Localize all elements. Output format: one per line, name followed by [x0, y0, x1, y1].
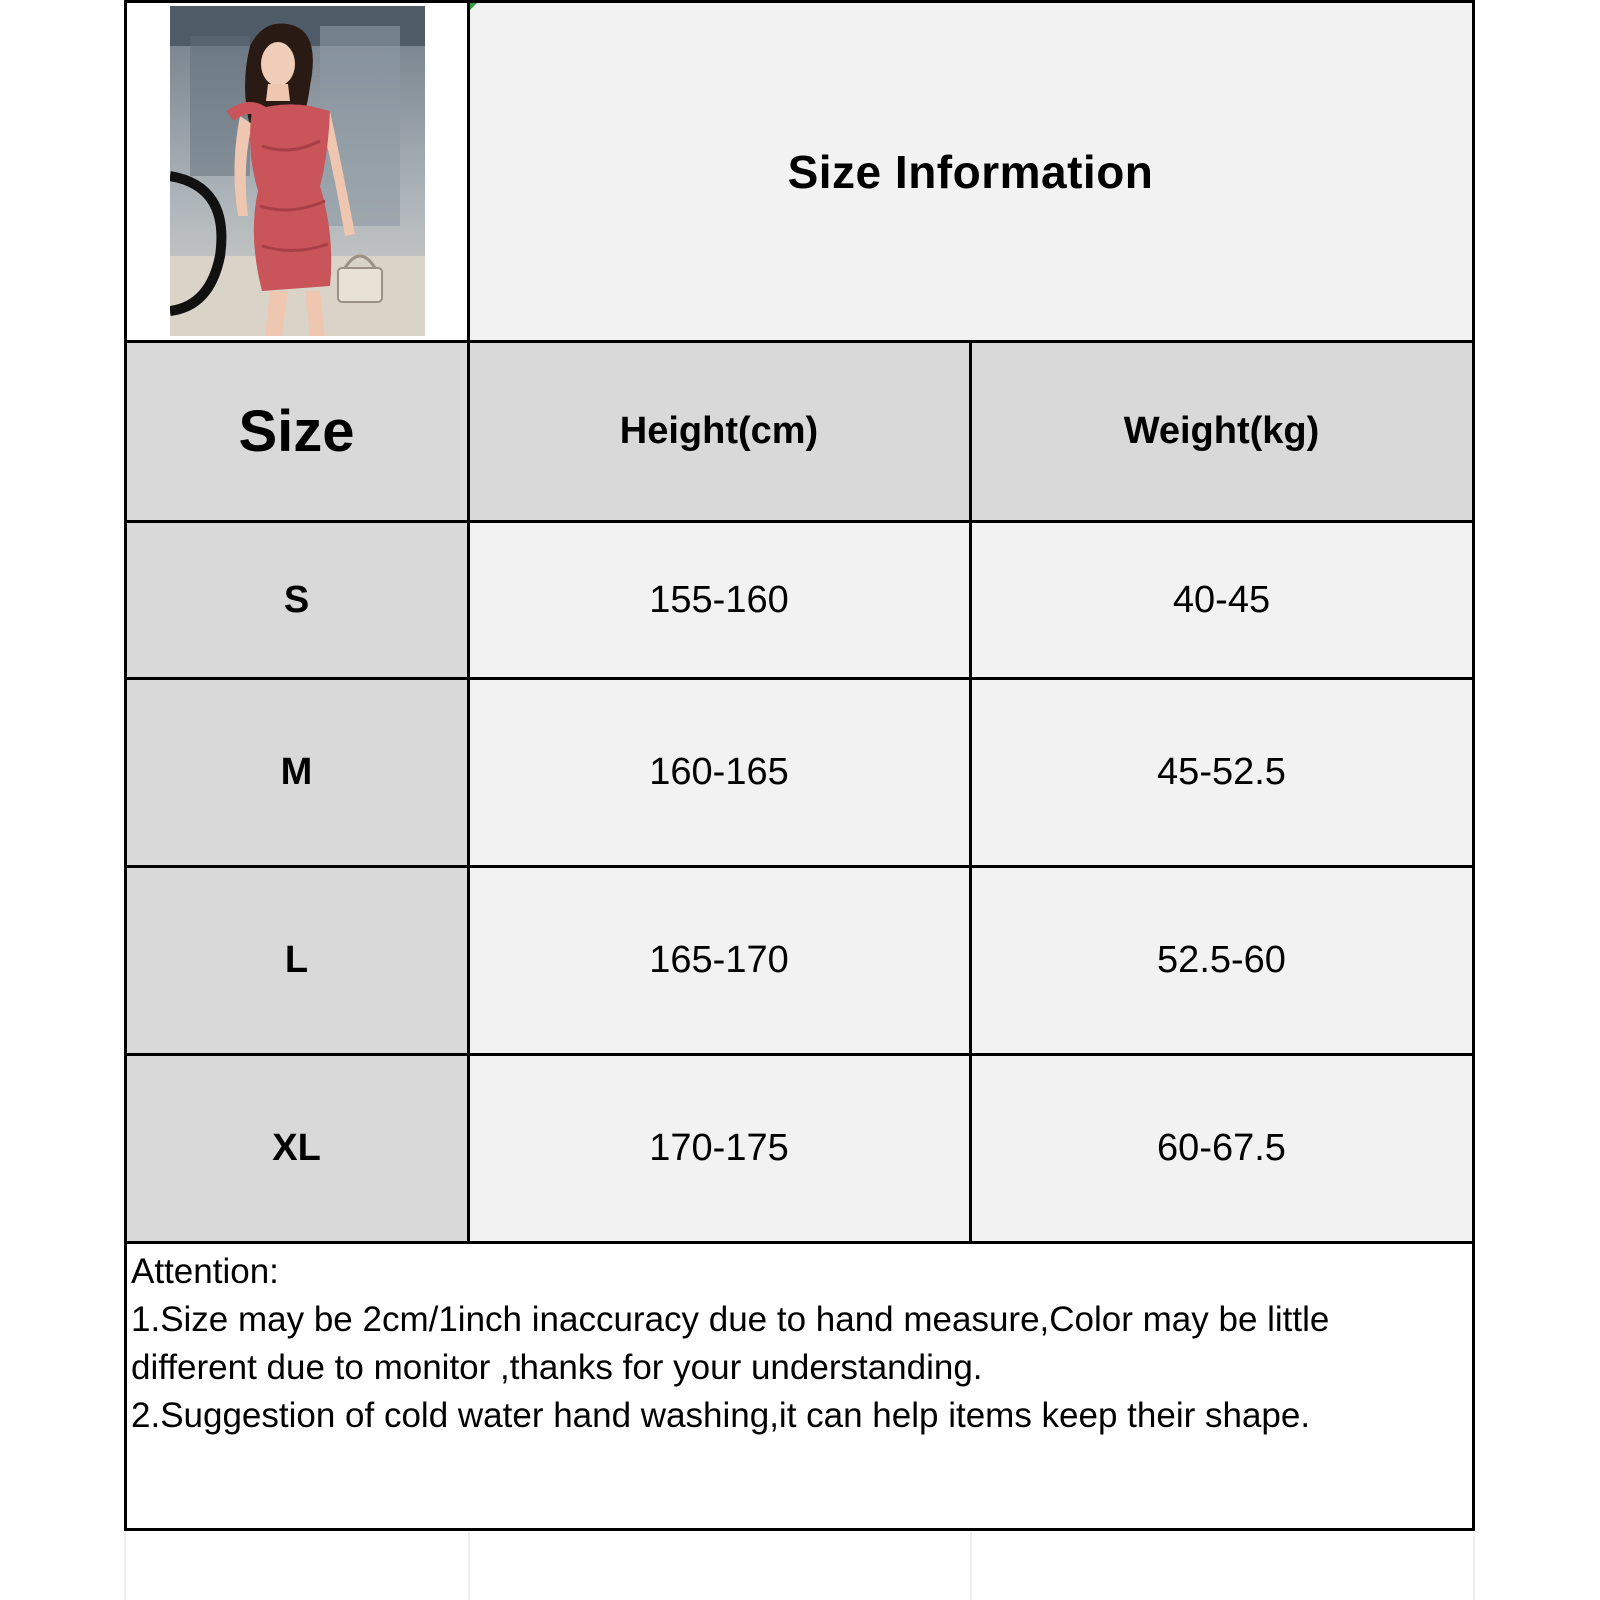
grid-line	[125, 1528, 1475, 1531]
header-height-cell	[468, 341, 970, 522]
height-value: 165-170	[649, 938, 789, 981]
grid-line	[125, 865, 1475, 868]
weight-value: 45-52.5	[1157, 750, 1286, 793]
table-row-size-cell	[125, 866, 468, 1054]
table-row-height-cell	[468, 522, 970, 678]
grid-line	[125, 520, 1475, 523]
faint-grid-line	[468, 1532, 470, 1600]
grid-line	[1472, 0, 1475, 1531]
size-label: XL	[272, 1126, 321, 1169]
grid-line	[125, 677, 1475, 680]
note-line-3: 2.Suggestion of cold water hand washing,it can help items keep their shape.	[131, 1396, 1311, 1435]
header-weight-cell	[970, 341, 1473, 522]
height-value: 160-165	[649, 750, 789, 793]
table-row-weight-cell	[970, 678, 1473, 866]
size-label: S	[283, 578, 310, 621]
grid-line	[125, 1053, 1475, 1056]
weight-value: 52.5-60	[1157, 938, 1286, 981]
header-weight-label: Weight(kg)	[1123, 410, 1320, 452]
attention-notes	[131, 1248, 1461, 1440]
product-photo	[170, 6, 425, 336]
grid-line	[467, 0, 470, 1244]
table-row-height-cell	[468, 1054, 970, 1242]
grid-line	[125, 1241, 1475, 1244]
faint-grid-line	[970, 1532, 972, 1600]
height-value: 155-160	[649, 578, 789, 621]
table-row-weight-cell	[970, 866, 1473, 1054]
faint-grid-line	[1473, 1532, 1475, 1600]
weight-value: 40-45	[1172, 578, 1271, 621]
grid-line	[125, 0, 1475, 3]
grid-line	[124, 0, 127, 1531]
table-row-size-cell	[125, 1054, 468, 1242]
table-row-size-cell	[125, 678, 468, 866]
model-photo-illustration	[170, 6, 425, 336]
table-row-height-cell	[468, 678, 970, 866]
page-title: Size Information	[787, 145, 1154, 198]
height-value: 170-175	[649, 1126, 789, 1169]
table-row-size-cell	[125, 522, 468, 678]
table-row-weight-cell	[970, 1054, 1473, 1242]
faint-grid-line	[124, 1532, 126, 1600]
size-label: M	[280, 750, 313, 793]
grid-line	[125, 340, 1475, 343]
note-line-2: different due to monitor ,thanks for your understanding.	[131, 1348, 983, 1387]
size-label: L	[284, 938, 309, 981]
title-cell	[468, 2, 1473, 341]
weight-value: 60-67.5	[1157, 1126, 1286, 1169]
header-size-label: Size	[238, 399, 355, 464]
table-row-weight-cell	[970, 522, 1473, 678]
grid-line	[969, 340, 972, 1244]
header-size-cell	[125, 341, 468, 522]
note-line-1: 1.Size may be 2cm/1inch inaccuracy due to hand measure,Color may be little	[131, 1300, 1330, 1339]
header-height-label: Height(cm)	[619, 410, 819, 452]
table-row-height-cell	[468, 866, 970, 1054]
notes-heading: Attention:	[131, 1252, 279, 1291]
